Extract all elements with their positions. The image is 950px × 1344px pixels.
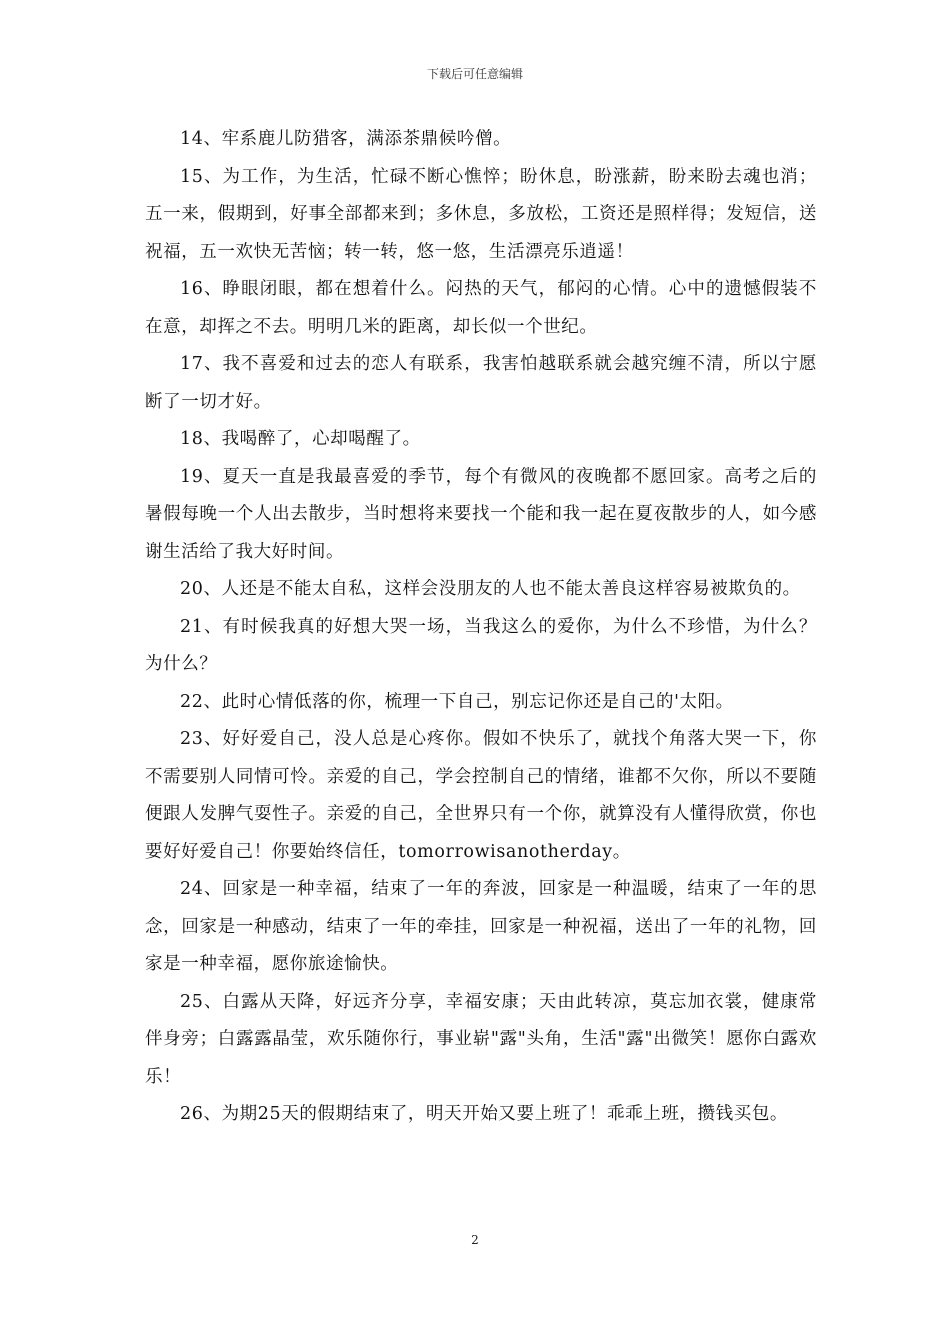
document-body (145, 121, 817, 1134)
page-number: 2 (471, 1233, 479, 1247)
page-header: 下载后可任意编辑 (426, 67, 523, 81)
paragraph-19: 19、夏天一直是我最喜爱的季节，每个有微风的夜晚都不愿回家。高考之后的暑假每晚一个人出去散步，当时想将来要找一个能和我一起在夏夜散步的人，如今感谢生活给了我大好时间。 (145, 466, 817, 562)
paragraph-21: 21、有时候我真的好想大哭一场，当我这么的爱你，为什么不珍惜，为什么？为什么？ (145, 616, 817, 674)
paragraph-26: 26、为期25天的假期结束了，明天开始又要上班了！乖乖上班，攒钱买包。 (180, 1104, 789, 1124)
paragraph-24: 24、回家是一种幸福，结束了一年的奔波，回家是一种温暖，结束了一年的思念，回家是一种感动，结束了一年的牵挂，回家是一种祝福，送出了一年的礼物，回家是一种幸福，愿你旅途愉快。 (145, 879, 817, 974)
paragraph-20: 20、人还是不能太自私，这样会没朋友的人也不能太善良这样容易被欺负的。 (180, 579, 801, 599)
paragraph-15: 15、为工作，为生活，忙碌不断心憔悴；盼休息，盼涨薪，盼来盼去魂也消；五一来，假期到，好事全部都来到；多休息，多放松，工资还是照样得；发短信，送祝福，五一欢快无苦恼；转一转，悠一悠，生活漂亮乐逍遥！ (145, 166, 817, 262)
paragraph-23: 23、好好爱自己，没人总是心疼你。假如不快乐了，就找个角落大哭一下，你不需要别人同情可怜。亲爱的自己，学会控制自己的情绪，谁都不欠你，所以不要随便跟人发脾气耍性子。亲爱的自己，全世界只有一个你，就算没有人懂得欣赏，你也要好好爱自己！你要始终信任，tomorrowisanotherday。 (145, 729, 817, 862)
paragraph-17: 17、我不喜爱和过去的恋人有联系，我害怕越联系就会越究缠不清，所以宁愿断了一切才好。 (145, 354, 817, 412)
paragraph-22: 22、此时心情低落的你，梳理一下自己，别忘记你还是自己的'太阳。 (180, 691, 734, 712)
paragraph-16: 16、睁眼闭眼，都在想着什么。闷热的天气，郁闷的心情。心中的遗憾假装不在意，却挥之不去。明明几米的距离，却长似一个世纪。 (145, 279, 817, 337)
paragraph-14: 14、牢系鹿儿防猎客，满添茶鼎候吟僧。 (180, 129, 512, 149)
paragraph-25: 25、白露从天降，好远齐分享，幸福安康；天由此转凉，莫忘加衣裳，健康常伴身旁；白露露晶莹，欢乐随你行，事业崭"露"头角，生活"露"出微笑！愿你白露欢乐！ (145, 991, 817, 1087)
paragraph-18: 18、我喝醉了，心却喝醒了。 (180, 429, 421, 449)
